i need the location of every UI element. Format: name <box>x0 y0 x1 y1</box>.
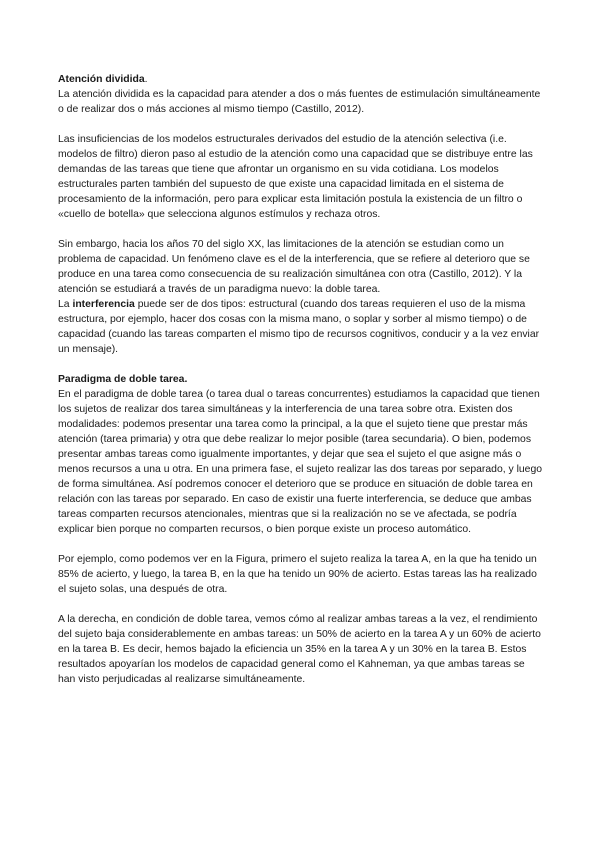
paragraph-ejemplo: Por ejemplo, como podemos ver en la Figura, primero el sujeto realiza la tarea A, en la que ha tenido un 85% de acierto, y luego, la tarea B, en la que ha tenido un 90% de acierto. Estas tareas las ha realizado el sujeto solas, una después de otra. <box>58 554 537 595</box>
section-heading-atencion-dividida: Atención dividida <box>58 74 145 85</box>
section-doble-tarea-intro <box>58 372 542 537</box>
section-heading-doble-tarea: Paradigma de doble tarea. <box>58 374 188 385</box>
interferencia-text: puede ser de dos tipos: estructural (cuando dos tareas requieren el uso de la misma estructura, por ejemplo, hacer dos cosas con la misma mano, o soplar y sorber al mismo tiempo) o de capacidad (cuando las tareas comparten el mismo tipo de recursos cognitivos, conducir y a la vez enviar un mensaje). <box>58 299 540 355</box>
intro-paragraph: La atención dividida es la capacidad para atender a dos o más fuentes de estimulación simultáneamente o de realizar dos o más acciones al mismo tiempo (Castillo, 2012). <box>58 89 541 115</box>
interferencia-prefix: La <box>58 299 73 310</box>
paragraph-modelos-estructurales: Las insuficiencias de los modelos estructurales derivados del estudio de la atención selectiva (i.e. modelos de filtro) dieron paso al estudio de la atención como una capacidad que se distribuye entre las demandas de las tareas que tiene que afrontar un organismo en su vida cotidiana. Los modelos estructurales parten también del supuesto de que existe una capacidad limitada en el sistema de procesamiento de la información, pero para explicar esta limitación postula la existencia de un filtro o «cuello de botella» que selecciona algunos estímulos y rechaza otros. <box>58 134 533 220</box>
paragraph-interferencia <box>58 297 542 357</box>
section-atencion-dividida-intro <box>58 72 542 117</box>
interferencia-term: interferencia <box>72 299 135 310</box>
heading-punctuation: . <box>144 74 148 85</box>
paragraph-capacidad: Sin embargo, hacia los años 70 del siglo XX, las limitaciones de la atención se estudian como un problema de capacidad. Un fenómeno clave es el de la interferencia, que se refiere al deterioro que se produce en una tarea como consecuencia de su realización simultánea con otra (Castillo, 2012). Y la atención se estudiará a través de un paradigma nuevo: la doble tarea. <box>58 239 530 295</box>
paragraph-paradigma: En el paradigma de doble tarea (o tarea dual o tareas concurrentes) estudiamos la capacidad que tienen los sujetos de realizar dos tarea simultáneas y la interferencia de una tarea sobre otra. Existen dos modalidades: podemos presentar una tarea como la principal, a la que el sujeto tiene que prestar más atención (tarea primaria) y otra que debe realizar lo mejor posible (tarea secundaria). O bien, podemos presentar ambas tareas como igualmente importantes, y dejar que sea el sujeto el que asigne más o menos recursos a una u otra. En una primera fase, el sujeto realizar las dos tareas por separado, y luego de forma simultánea. Así podremos conocer el deterioro que se produce en situación de doble tarea en relación con las tareas por separado. En caso de existir una fuerte interferencia, se deduce que ambas tareas comparten recursos atencionales, mientras que si la realización no se ve afectada, se podría explicar bien porque no comparten recursos, o bien porque existe un proceso automático. <box>58 389 543 535</box>
paragraph-resultados: A la derecha, en condición de doble tarea, vemos cómo al realizar ambas tareas a la vez, el rendimiento del sujeto baja considerablemente en ambas tareas: un 50% de acierto en la tarea A y un 60% de acierto en la tarea B. Es decir, hemos bajado la eficiencia un 35% en la tarea A y un 30% en la tarea B. Estos resultados apoyarían los modelos de capacidad general como el Kahneman, ya que ambas tareas se han visto perjudicadas al realizarse simultáneamente. <box>58 614 541 685</box>
